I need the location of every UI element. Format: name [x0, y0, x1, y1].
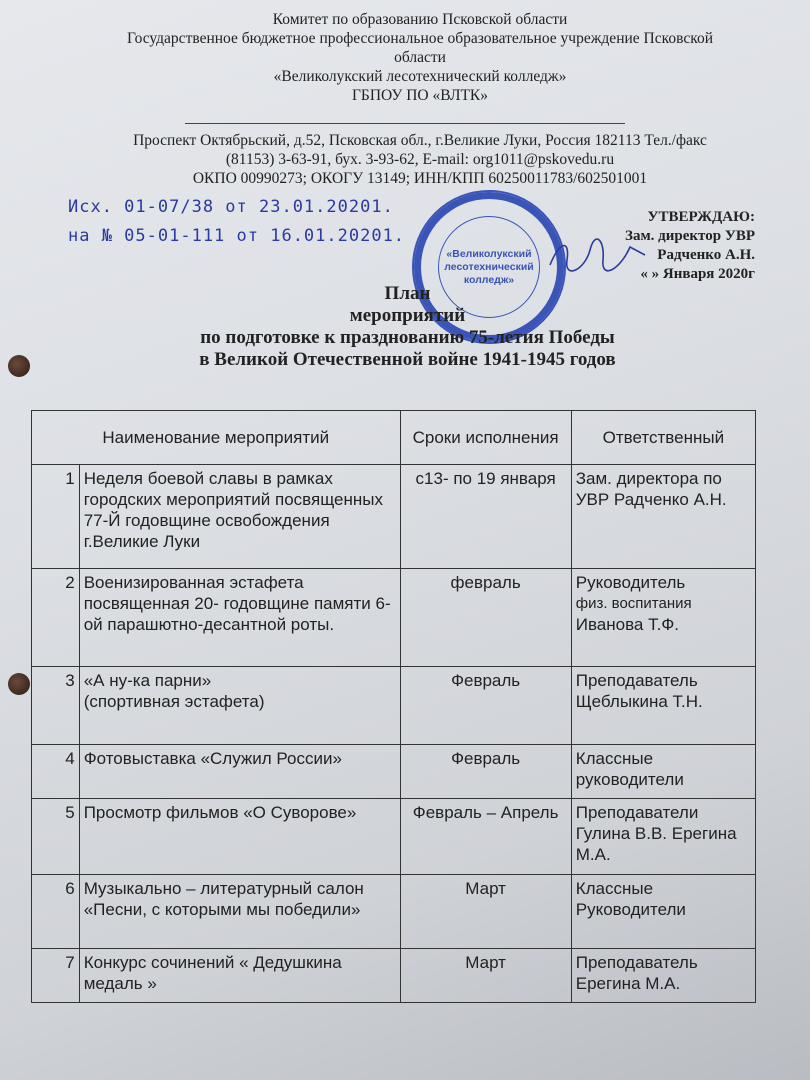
row-activity: Неделя боевой славы в рамках городских мероприятий посвященных 77-Й годовщине освобождения г.Великие Луки — [79, 465, 400, 569]
row-activity: Фотовыставка «Служил России» — [79, 745, 400, 799]
signature-icon — [545, 235, 655, 275]
institution-name: Государственное бюджетное профессиональное образовательное учреждение Псковской — [126, 30, 713, 47]
stamp-text: «Великолукский лесотехнический колледж» — [444, 247, 534, 286]
binder-hole-top — [8, 355, 30, 377]
title-line-3: по подготовке к празднованию 75-летия Победы — [200, 327, 615, 348]
row-date: Март — [400, 949, 571, 1003]
row-date: Февраль – Апрель — [400, 799, 571, 875]
row-date: Февраль — [400, 667, 571, 745]
row-date: Март — [400, 875, 571, 949]
responsible-name: Иванова Т.Ф. — [575, 615, 679, 634]
row-responsible: Классные Руководители — [571, 875, 755, 949]
college-name: «Великолукский лесотехнический колледж» — [273, 68, 567, 85]
table-row — [32, 465, 756, 569]
contact-block — [60, 131, 780, 188]
approval-name: Радченко А.Н. — [657, 247, 755, 263]
incoming-reference: на № 05-01-111 от 16.01.20201. — [68, 226, 406, 246]
row-number: 1 — [32, 465, 80, 569]
address-line: Проспект Октябрьский, д.52, Псковская обл., г.Великие Луки, Россия 182113 Тел./факс — [133, 132, 707, 149]
table-row — [32, 569, 756, 667]
phone-email-line: (81153) 3-63-91, бух. 3-93-62, E-mail: org1011@pskovedu.ru — [225, 151, 615, 168]
letterhead — [60, 10, 780, 105]
header-dates: Сроки исполнения — [400, 411, 571, 465]
outgoing-number: Исх. 01-07/38 от 23.01.20201. — [68, 197, 394, 217]
row-responsible: Зам. директора по УВР Радченко А.Н. — [571, 465, 755, 569]
row-number: 7 — [32, 949, 80, 1003]
row-date: Февраль — [400, 745, 571, 799]
header-responsible: Ответственный — [571, 411, 755, 465]
title-line-1: План — [384, 283, 431, 304]
row-activity: Конкурс сочинений « Дедушкина медаль » — [79, 949, 400, 1003]
row-number: 6 — [32, 875, 80, 949]
row-activity: Музыкально – литературный салон «Песни, с которыми мы победили» — [79, 875, 400, 949]
college-abbr: ГБПОУ ПО «ВЛТК» — [351, 87, 489, 104]
codes-line: ОКПО 00990273; ОКОГУ 13149; ИНН/КПП 60250011783/602501001 — [192, 170, 648, 187]
row-responsible: Преподаватель Щеблыкина Т.Н. — [571, 667, 755, 745]
row-date: с13- по 19 января — [400, 465, 571, 569]
table-row — [32, 875, 756, 949]
header-activity: Наименование мероприятий — [32, 411, 401, 465]
table-row — [32, 799, 756, 875]
row-number: 4 — [32, 745, 80, 799]
responsible-role: Руководитель — [575, 573, 686, 592]
row-activity: Просмотр фильмов «О Суворове» — [79, 799, 400, 875]
approval-date: « » Января 2020г — [640, 266, 755, 282]
table-header-row — [32, 411, 756, 465]
row-number: 3 — [32, 667, 80, 745]
binder-hole-bottom — [8, 673, 30, 695]
title-line-4: в Великой Отечественной войне 1941-1945 годов — [199, 349, 616, 370]
responsible-dept: физ. воспитания — [575, 595, 692, 612]
row-date: февраль — [400, 569, 571, 667]
letterhead-divider — [185, 123, 625, 124]
table-row — [32, 745, 756, 799]
title-line-2: мероприятий — [349, 305, 466, 326]
approval-position: Зам. директор УВР — [625, 228, 755, 244]
row-responsible: Преподаватель Ерегина М.А. — [571, 949, 755, 1003]
row-number: 5 — [32, 799, 80, 875]
committee-name: Комитет по образованию Псковской области — [272, 11, 568, 28]
row-activity: «А ну-ка парни» (спортивная эстафета) — [79, 667, 400, 745]
events-table — [31, 410, 756, 1003]
row-responsible — [571, 569, 755, 667]
row-responsible: Классные руководители — [571, 745, 755, 799]
document-title — [120, 283, 695, 371]
table-row — [32, 667, 756, 745]
row-responsible: Преподаватели Гулина В.В. Ерегина М.А. — [571, 799, 755, 875]
approval-title: УТВЕРЖДАЮ: — [647, 209, 755, 225]
institution-name-cont: области — [394, 49, 446, 66]
row-activity: Военизированная эстафета посвященная 20- годовщине памяти 6-ой парашютно-десантной роты. — [79, 569, 400, 667]
table-row — [32, 949, 756, 1003]
row-number: 2 — [32, 569, 80, 667]
